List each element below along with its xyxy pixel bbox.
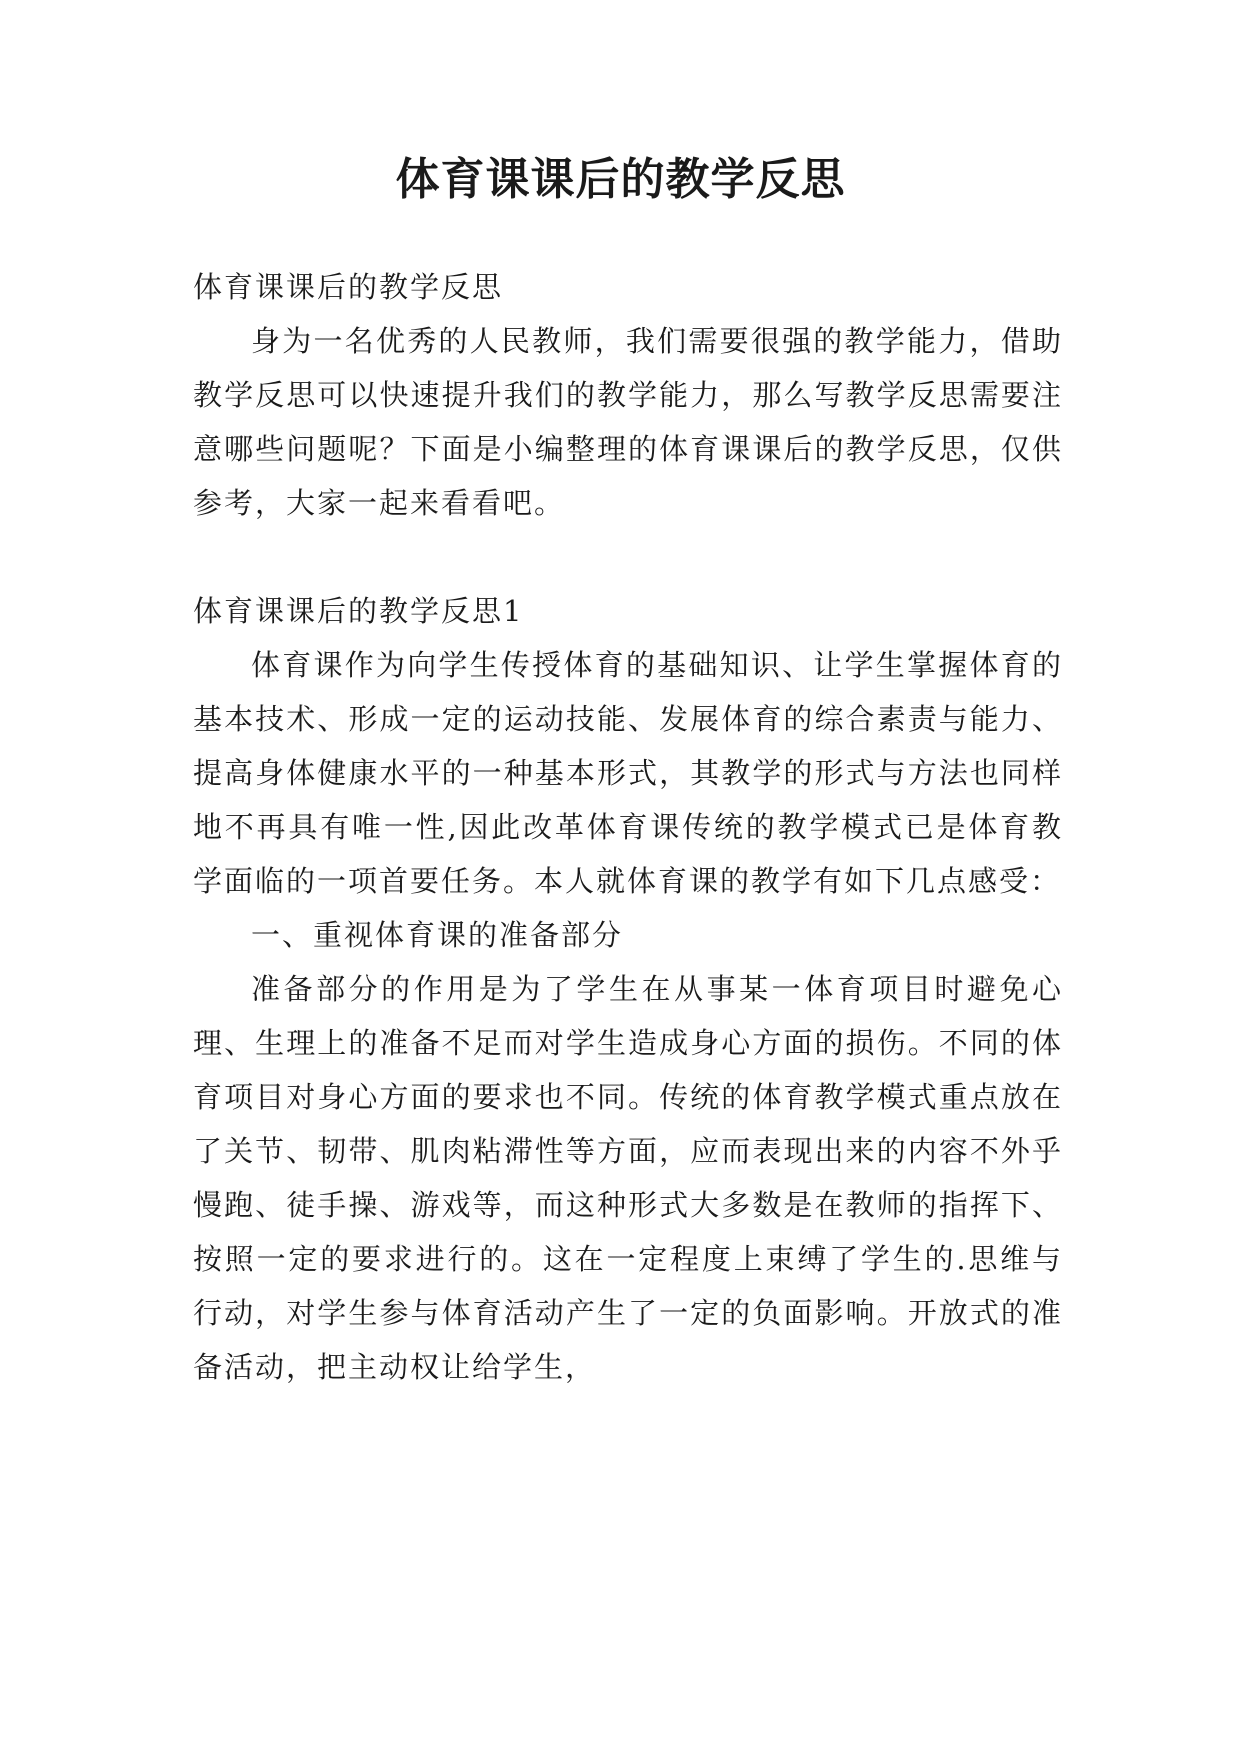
document-title: 体育课课后的教学反思 [395, 154, 846, 205]
document-body [193, 260, 1063, 1394]
section1-paragraph-1: 体育课作为向学生传授体育的基础知识、让学生掌握体育的基本技术、形成一定的运动技能、发展体育的综合素责与能力、提高身体健康水平的一种基本形式，其教学的形式与方法也同样地不再具有唯一性,因此改革体育课传统的教学模式已是体育教学面临的一项首要任务。本人就体育课的教学有如下几点感受： [193, 648, 1063, 898]
subheading-preparation: 一、重视体育课的准备部分 [251, 918, 624, 952]
section1-heading: 体育课课后的教学反思1 [193, 594, 524, 628]
section-spacer [193, 530, 1063, 584]
intro-paragraph: 身为一名优秀的人民教师，我们需要很强的教学能力，借助教学反思可以快速提升我们的教学能力，那么写教学反思需要注意哪些问题呢？下面是小编整理的体育课课后的教学反思，仅供参考，大家一起来看看吧。 [193, 324, 1063, 520]
section1-paragraph-2: 准备部分的作用是为了学生在从事某一体育项目时避免心理、生理上的准备不足而对学生造成身心方面的损伤。不同的体育项目对身心方面的要求也不同。传统的体育教学模式重点放在了关节、韧带、肌肉粘滞性等方面，应而表现出来的内容不外乎慢跑、徒手操、游戏等，而这种形式大多数是在教师的指挥下、按照一定的要求进行的。这在一定程度上束缚了学生的.思维与行动，对学生参与体育活动产生了一定的负面影响。开放式的准备活动，把主动权让给学生， [193, 972, 1063, 1384]
intro-heading: 体育课课后的教学反思 [193, 270, 504, 304]
